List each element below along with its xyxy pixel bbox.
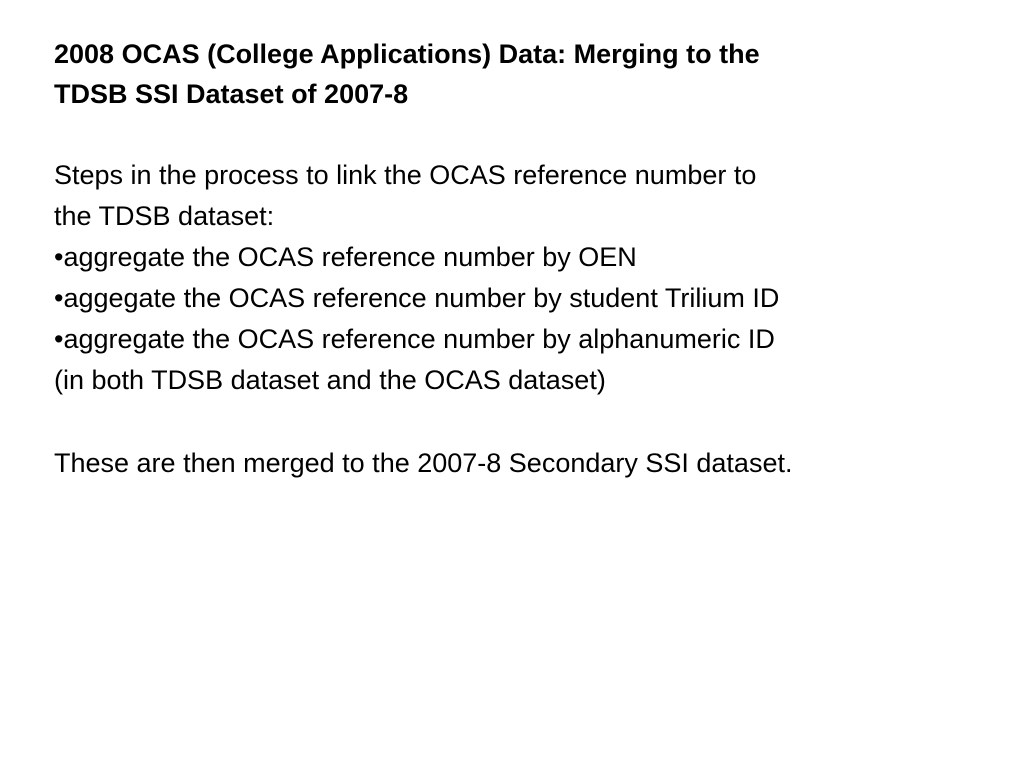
bullet-item: •aggregate the OCAS reference number by OEN bbox=[54, 242, 637, 272]
slide-body bbox=[54, 155, 1014, 401]
closing-statement: These are then merged to the 2007-8 Secondary SSI dataset. bbox=[54, 448, 793, 478]
title-line: 2008 OCAS (College Applications) Data: Merging to the bbox=[54, 39, 760, 69]
title-line: TDSB SSI Dataset of 2007-8 bbox=[54, 79, 409, 109]
bullet-item: •aggegate the OCAS reference number by student Trilium ID bbox=[54, 283, 780, 313]
slide-title bbox=[54, 34, 994, 114]
bullet-note: (in both TDSB dataset and the OCAS dataset) bbox=[54, 365, 606, 395]
intro-line: Steps in the process to link the OCAS reference number to bbox=[54, 160, 757, 190]
intro-line: the TDSB dataset: bbox=[54, 201, 275, 231]
bullet-item: •aggregate the OCAS reference number by alphanumeric ID bbox=[54, 324, 775, 354]
